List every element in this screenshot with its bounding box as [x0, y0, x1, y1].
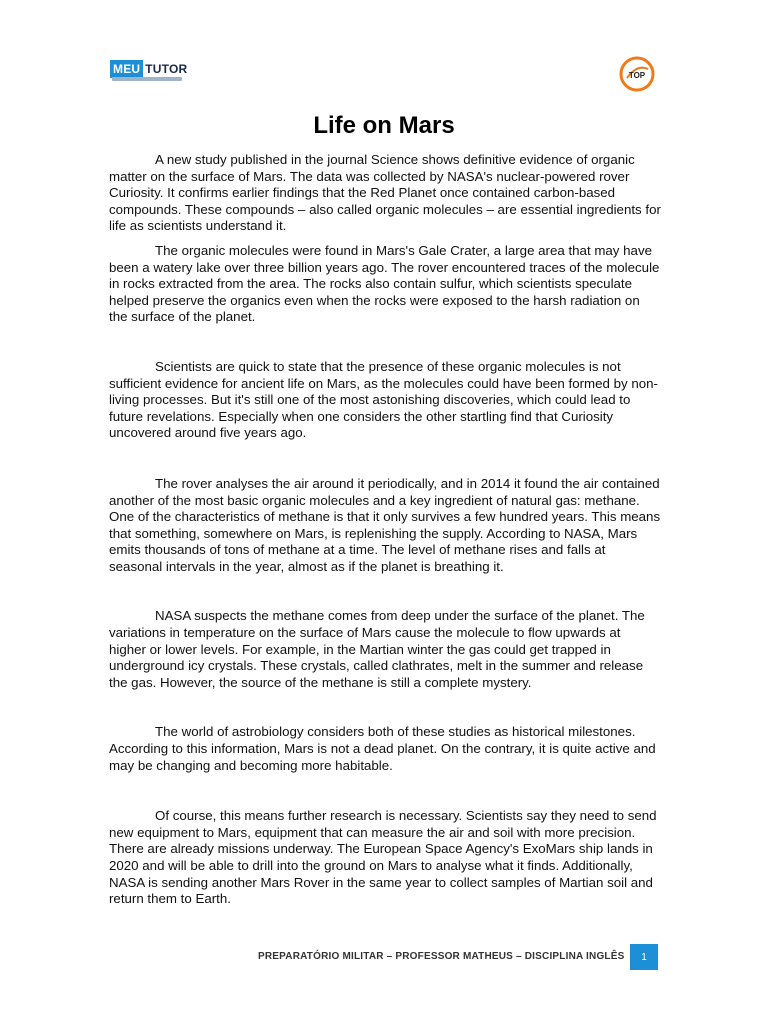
paragraph-7: Of course, this means further research is necessary. Scientists say they need to send new equipment to Mars, equipment that can measure the air and soil with more precision. There are already missions underway. The European Space Agency's ExoMars ship lands in 2020 and will be able to drill into the ground on Mars to analyse what it finds. Additionally, NASA is sending another Mars Rover in the same year to collect samples of Martian soil and return them to Earth. — [109, 808, 657, 907]
paragraph-2: The organic molecules were found in Mars's Gale Crater, a large area that may have been a watery lake over three billion years ago. The rover encountered traces of the molecule in rocks extracted from the area. The rocks also contain sulfur, which scientists speculate helped preserve the organics even when the rocks were exposed to the harsh radiation on the surface of the planet. — [109, 242, 660, 325]
page-footer — [258, 944, 658, 970]
footer-text: PREPARATÓRIO MILITAR – PROFESSOR MATHEUS – DISCIPLINA INGLÊS — [258, 951, 625, 962]
paragraph-4: The rover analyses the air around it periodically, and in 2014 it found the air contained another of the most basic organic molecules and a key ingredient of natural gas: methane. One of the characteristics of methane is that it only survives a few hundred years. This means that something, somewhere on Mars, is replenishing the supply. According to NASA, Mars emits thousands of tons of methane at a time. The level of methane rises and falls at seasonal intervals in the year, almost as if the planet is breathing it. — [109, 475, 661, 574]
paragraph-6: The world of astrobiology considers both of these studies as historical milestones. According to this information, Mars is not a dead planet. On the contrary, it is quite active and may be changing and becoming more habitable. — [109, 724, 656, 773]
logo-tagline-bar — [112, 77, 182, 81]
page-title: Life on Mars — [313, 112, 455, 139]
page-header — [0, 0, 768, 110]
logo-tutor-text: TUTOR — [145, 62, 188, 76]
logo-top-text: TOP — [628, 71, 646, 80]
paragraph-3: Scientists are quick to state that the presence of these organic molecules is not sufficient evidence for ancient life on Mars, as the molecules could have been formed by non-living processes. But it's still one of the most astonishing discoveries, which could lead to future revelations. Especially when one considers the other startling find that Curiosity uncovered around five years ago. — [109, 358, 658, 441]
page-number-badge: 1 — [630, 944, 658, 970]
meututor-logo — [110, 57, 188, 87]
paragraph-5: NASA suspects the methane comes from deep under the surface of the planet. The variations in temperature on the surface of Mars cause the molecule to flow upwards at higher or lower levels. For example, in the Martian winter the gas could get trapped in underground icy crystals. These crystals, called clathrates, melt in the summer and release the gas. However, the source of the methane is still a complete mystery. — [109, 608, 645, 690]
article-body — [109, 152, 661, 908]
logo-meu-text: MEU — [110, 60, 143, 78]
top-logo-icon — [619, 56, 655, 92]
paragraph-1: A new study published in the journal Science shows definitive evidence of organic matter on the surface of Mars. The data was collected by NASA's nuclear-powered rover Curiosity. It confirms earlier findings that the Red Planet once contained carbon-based compounds. These compounds – also called organic molecules – are essential ingredients for life as scientists understand it. — [109, 152, 661, 234]
